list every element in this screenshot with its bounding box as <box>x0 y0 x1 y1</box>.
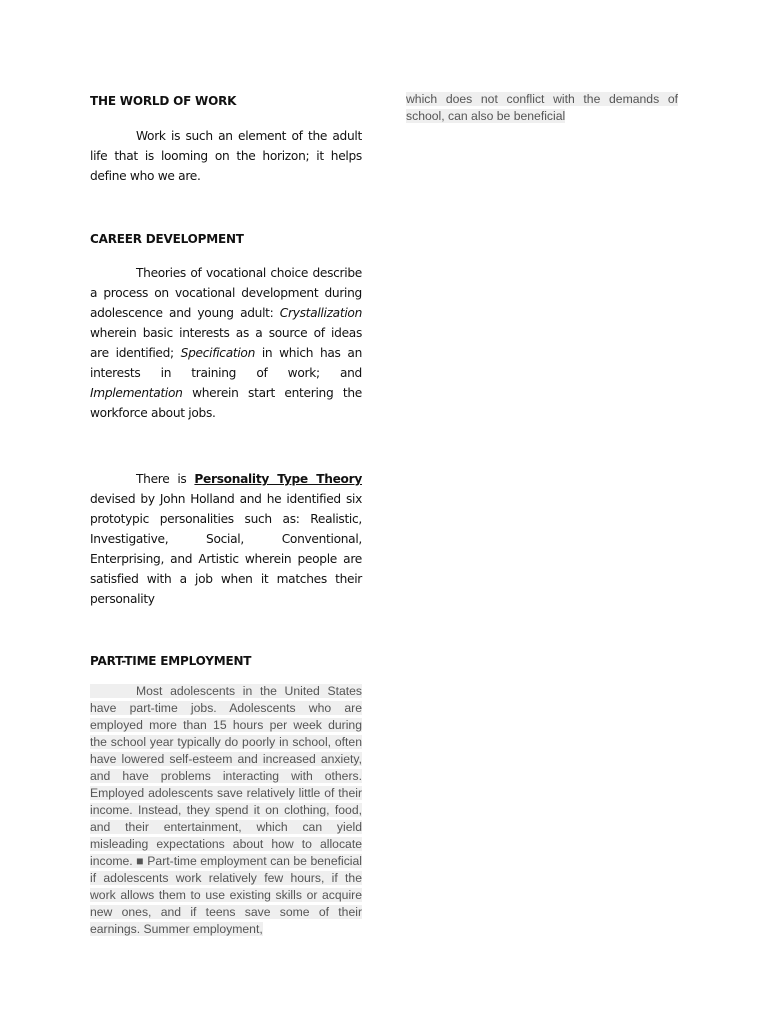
heading-world-of-work: THE WORLD OF WORK <box>90 94 237 108</box>
paragraph-world-of-work: Work is such an element of the adult life that is looming on the horizon; it helps define who we are. <box>90 129 362 183</box>
heading-career-development: CAREER DEVELOPMENT <box>90 232 244 246</box>
left-column <box>90 94 362 938</box>
paragraph-career-development: Theories of vocational choice describe a process on vocational development during adolescence and young adult: Crystallization wherein basic interests as a source of ideas are identified; Specification in which has an interests in training of work; and Implementation wherein start entering the workforce about jobs. <box>90 266 362 420</box>
paragraph-part-time-employment: Most adolescents in the United States have part-time jobs. Adolescents who are employed more than 15 hours per week during the school year typically do poorly in school, often have lowered self-esteem and increased anxiety, and have problems interacting with others. Employed adolescents save relatively little of their income. Instead, they spend it on clothing, food, and their entertainment, which can yield misleading expectations about how to allocate income. ■ Part-time employment can be beneficial if adolescents work relatively few hours, if the work allows them to use existing skills or acquire new ones, and if teens save some of their earnings. Summer employment, <box>90 684 362 936</box>
personality-type-theory-term: Personality Type Theory <box>194 472 362 486</box>
right-column <box>406 91 678 125</box>
heading-part-time-employment: PART-TIME EMPLOYMENT <box>90 654 252 668</box>
paragraph-personality-type: There is Personality Type Theory devised by John Holland and he identified six prototypic personalities such as: Realistic, Investigative, Social, Conventional, Enterprising, and Artistic wherein people are satisfied with a job when it matches their personality <box>90 472 362 606</box>
paragraph-continued: which does not conflict with the demands of school, can also be beneficial <box>406 92 678 123</box>
